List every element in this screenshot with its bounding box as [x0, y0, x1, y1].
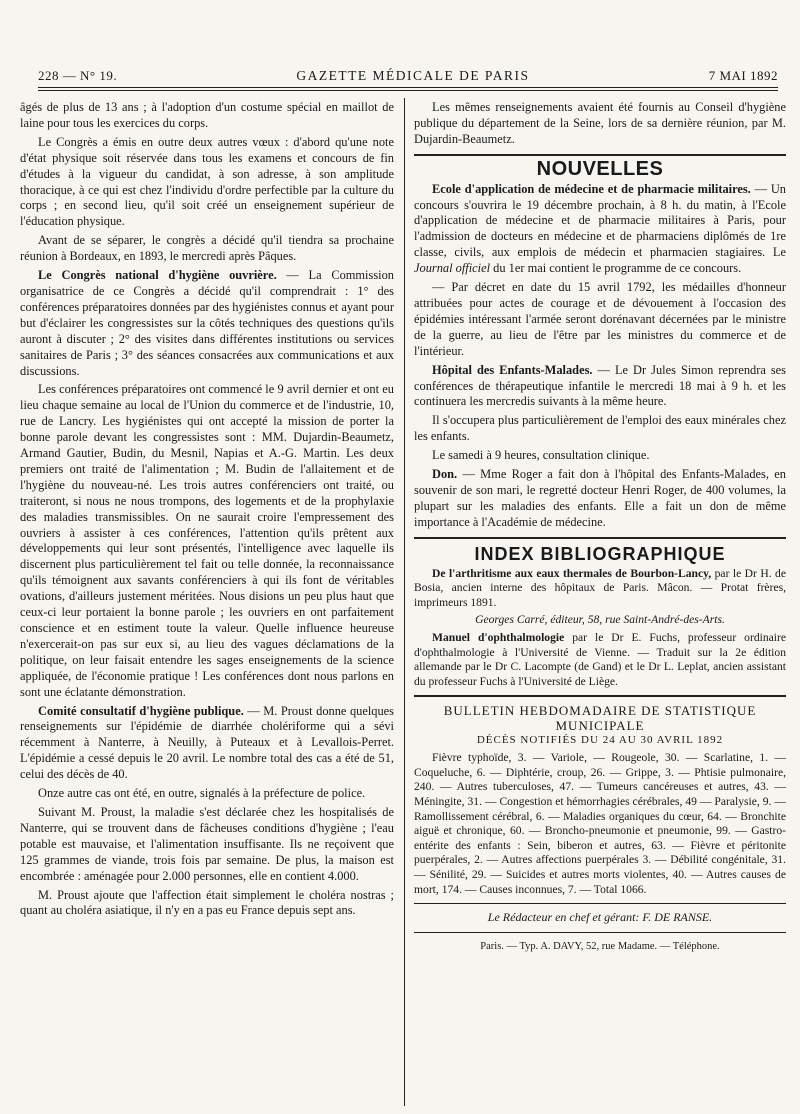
- paragraph: Il s'occupera plus particulièrement de l'emploi des eaux minérales chez les enfants.: [414, 413, 786, 444]
- paragraph: Onze autre cas ont été, en outre, signalés à la préfecture de police.: [38, 786, 366, 801]
- paragraph: Don. — Mme Roger a fait don à l'hôpital des Enfants-Malades, en souvenir de son mari, le regretté docteur Henri Roger, de 400 volumes, la plupart sur les maladies des enfants. Elle a fait un don de même importance à l'Académie de médecine.: [414, 467, 786, 529]
- section-rule: [414, 903, 786, 904]
- nouvelles-heading: NOUVELLES: [536, 157, 664, 180]
- statistics-text: Fièvre typhoïde, 3. — Variole, — Rougeole, 30. — Scarlatine, 1. — Coqueluche, 6. — Diphtérie, croup, 26. — Grippe, 3. — Phtisie pulmonaire, 240. — Autres tuberculoses, 47. — Tumeurs cancéreuses et autres, 43. — Méningite, 31. — Congestion et hémorrhagies cérébrales, 49 — Paralysie, 9. — Ramollissement cérébral, 6. — Maladies organiques du cœur, 64. — Bronchite aiguë et chronique, 60. — Broncho-pneumonie et pneumonie, 99. — Gastro-entérite des enfants : Sein, biberon et autres, 63. — Fièvre et péritonite puerpérales, 2. — Autres affections puerpérales 3. — Débilité congénitale, 31. — Sénilité, 29. — Suicides et autres morts violentes, 40. — Autres causes de mort, 174. — Causes inconnues, 7. — Total 1066.: [414, 751, 786, 896]
- issue-date: 7 MAI 1892: [708, 68, 778, 83]
- paragraph: Les conférences préparatoires ont commencé le 9 avril dernier et ont eu lieu chaque semaine au local de l'Union du commerce et de l'industrie, 10, rue de Lancry. Les hygiénistes qui ont accepté la mission de porter la bonne parole devant les congressistes sont : MM. Dujardin-Beaumetz, Armand Gautier, Budin, du Mesnil, Napias et A.-G. Martin. Les deux premiers ont traité de l'alimentation ; M. Budin de l'allaitement et de l'hygiène du nouveau-né. Les trois autres conférenciers ont traité, ou traiteront, si nous ne nous trompons, des logements et de la prophylaxie des maladies transmissibles. On ne saurait croire l'empressement des ouvriers à assister à ces conférences, l'attention qu'ils prêtent aux développements qui leur sont présentés, l'intelligence avec laquelle ils discernent plus particulièrement tel fait ou telle donnée, la reconnaissance qu'ils témoignent aux savants conférenciers à qui ils font de véritables ovations, d'ailleurs justement méritées. Nous disions un peu plus haut que ceux-ci leur portaient la bonne parole ; les ouvriers en ont parfaitement conscience et en estiment toute la valeur. Quelle influence heureuse n'exercerait-on pas sur eux si, au lieu des vagues déclamations de la politique, on leur faisait entendre les sages enseignements de la science appliquée, de l'économie pratique ! Les conférences dont nous parlons en sont une éclatante démonstration.: [20, 382, 394, 699]
- bulletin-subheading: DÉCÈS NOTIFIÉS DU 24 AU 30 AVRIL 1892: [476, 734, 724, 747]
- page-number: 228 — N° 19.: [38, 68, 118, 83]
- paragraph: Le samedi à 9 heures, consultation clinique.: [432, 448, 650, 463]
- section-rule: [414, 154, 786, 156]
- paragraph: Le Congrès a émis en outre deux autres vœux : d'abord qu'une note d'état physique soit réservée dans tous les examens et concours de fin d'études à la vigueur du candidat, à son adresse, à son amplitude thoracique, à ce qui est chez l'individu d'ordre perfectible par la culture du corps ; en second lieu, qu'il soit créé un enseignement supérieur de l'éducation physique.: [20, 134, 394, 229]
- paragraph: Les mêmes renseignements avaient été fournis au Conseil d'hygiène publique du département de la Seine, lors de sa dernière réunion, par M. Dujardin-Beaumetz.: [414, 100, 786, 146]
- section-rule: [414, 695, 786, 697]
- paragraph: Avant de se séparer, le congrès a décidé qu'il tiendra sa prochaine réunion à Bordeaux, en 1893, le mercredi après Pâques.: [20, 233, 394, 264]
- header-rule: [38, 90, 778, 91]
- paragraph: Hôpital des Enfants-Malades. — Le Dr Jules Simon reprendra ses conférences de thérapeutique infantile le mercredi 18 mai à 9 h. et les continuera les mercredis suivants à la même heure.: [414, 362, 786, 409]
- left-column: [20, 100, 394, 1094]
- right-column: [414, 100, 786, 1094]
- journal-title: GAZETTE MÉDICALE DE PARIS: [296, 68, 530, 83]
- paragraph: Comité consultatif d'hygiène publique. — M. Proust donne quelques renseignements sur l'épidémie de diarrhée cholériforme qui a sévi récemment à Nanterre, à Neuilly, à Puteaux et à Levallois-Perret. L'épidémie a cessé depuis le 20 avril. Le nombre total des cas a été de 51, celui des décès de 40.: [20, 703, 394, 782]
- index-heading: INDEX BIBLIOGRAPHIQUE: [474, 543, 726, 564]
- publisher-line: Georges Carré, éditeur, 58, rue Saint-André-des-Arts.: [475, 613, 725, 627]
- page-header: [38, 58, 778, 88]
- section-lead: Ecole d'application de médecine et de pharmacie militaires.: [432, 181, 751, 196]
- paragraph: M. Proust ajoute que l'affection était simplement le choléra nostras ; quant au choléra asiatique, il n'y en a pas eu France depuis sept ans.: [20, 887, 394, 918]
- editor-line: Le Rédacteur en chef et gérant: F. DE RANSE.: [487, 910, 713, 925]
- section-rule: [414, 932, 786, 933]
- paragraph: Suivant M. Proust, la maladie s'est déclarée chez les hospitalisés de Nanterre, qui se trouvent dans de fâcheuses conditions d'hygiène ; l'eau potable est mauvaise, et l'alimentation insuffisante. Ils ne reçoivent que 125 grammes de viande, trois fois par semaine. De plus, la maison est encombrée : aménagée pour 2.000 personnes, elle en contient 4.000.: [20, 804, 394, 883]
- paragraph: Ecole d'application de médecine et de pharmacie militaires. — Un concours s'ouvrira le 19 décembre prochain, à 8 h. du matin, à l'Ecole d'application de médecine et de pharmacie militaires à Paris, pour l'admission de docteurs en médecine et de pharmaciens diplômés de 1re classe, civils, aux emplois de médecin et pharmacien stagiaires. Le Journal officiel du 1er mai contient le programme de ce concours.: [414, 181, 786, 276]
- paragraph: Le Congrès national d'hygiène ouvrière. — La Commission organisatrice de ce Congrès a décidé qu'il comprendrait : 1° des conférences préparatoires données par des hygiénistes connus et ayant pour but d'éclairer les congressistes sur la côtés techniques des questions qu'ils auront à discuter ; 2° des visites dans différentes institutions ou services sanitaires de Paris ; 3° des séances consacrées aux communications et aux discussions.: [20, 268, 394, 378]
- section-lead: Comité consultatif d'hygiène publique.: [38, 703, 244, 718]
- bibliography-entry: De l'arthritisme aux eaux thermales de Bourbon-Lancy, par le Dr H. de Bosia, ancien interne des hôpitaux de Paris. Mâcon. — Protat frères, imprimeurs 1891.: [414, 566, 786, 609]
- section-lead: Hôpital des Enfants-Malades.: [432, 362, 593, 377]
- bibliography-entry: Manuel d'ophthalmologie par le Dr E. Fuchs, professeur ordinaire d'ophthalmologie à l'Université de Vienne. — Traduit sur la 2e édition allemande par le Dr C. Lacompte (de Gand) et le Dr L. Leplat, ancien assistant du professeur Fuchs à l'Université de Liège.: [414, 630, 786, 688]
- printer-line: Paris. — Typ. A. DAVY, 52, rue Madame. — Téléphone.: [480, 941, 720, 953]
- column-divider: [404, 98, 405, 1106]
- bulletin-heading: BULLETIN HEBDOMADAIRE DE STATISTIQUE MUNICIPALE: [443, 703, 757, 734]
- section-lead: Le Congrès national d'hygiène ouvrière.: [38, 268, 277, 283]
- section-lead: Don.: [432, 467, 458, 482]
- section-rule: [414, 537, 786, 539]
- paragraph: — Par décret en date du 15 avril 1792, les médailles d'honneur attribuées pour actes de courage et de dévouement à l'occasion des épidémies intéressant l'armée seront dorénavant décernées par le ministre de la guerre, au lieu de l'être par les ministres du commerce et de l'intérieur.: [414, 280, 786, 358]
- paragraph: âgés de plus de 13 ans ; à l'adoption d'un costume spécial en maillot de laine pour tous les exercices du corps.: [20, 100, 394, 130]
